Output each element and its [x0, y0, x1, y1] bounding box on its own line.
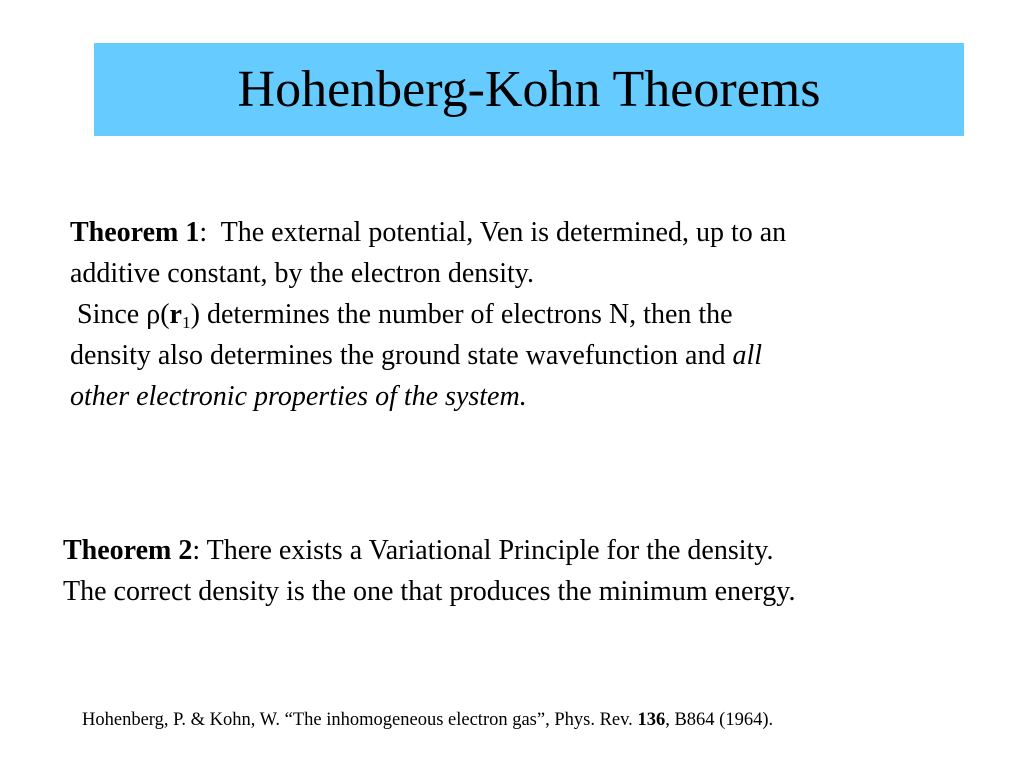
theorem-2-label: Theorem 2 [63, 535, 193, 566]
rho-symbol: ρ [146, 299, 161, 330]
theorem-1-line-3 [70, 294, 970, 335]
theorem-2-line-2: The correct density is the one that produces the minimum energy. [63, 576, 796, 607]
theorem-1-line-5 [70, 376, 970, 417]
theorem-1-statement: : The external potential, Ven is determined, up to an [199, 217, 787, 248]
all-italic: all [732, 340, 763, 371]
title-banner [94, 43, 964, 136]
slide-title: Hohenberg-Kohn Theorems [237, 60, 821, 118]
r-vector-symbol: r [169, 299, 182, 330]
reference-prefix: Hohenberg, P. & Kohn, W. “The inhomogeneous electron gas”, Phys. Rev. [82, 710, 638, 730]
r-subscript: 1 [181, 312, 191, 332]
density-text: density also determines the ground state wavefunction and [70, 340, 733, 371]
theorem-1-block [70, 212, 970, 417]
theorem-1-label: Theorem 1 [70, 217, 200, 248]
theorem-2-block [63, 530, 983, 612]
since-text: Since [70, 299, 147, 330]
theorem-2-statement: : There exists a Variational Principle for the density. [192, 535, 774, 566]
reference-suffix: , B864 (1964). [665, 710, 774, 730]
theorem-1-line-4 [70, 335, 970, 376]
reference-volume: 136 [637, 710, 666, 730]
theorem-2-line-1 [63, 530, 983, 571]
theorem-1-line-2: additive constant, by the electron density. [70, 258, 534, 289]
reference-citation [82, 708, 962, 732]
properties-italic: other electronic properties of the system. [70, 381, 527, 412]
open-paren: ( [160, 299, 170, 330]
determines-text: ) determines the number of electrons N, then the [190, 299, 733, 330]
theorem-1-line-1 [70, 212, 970, 253]
